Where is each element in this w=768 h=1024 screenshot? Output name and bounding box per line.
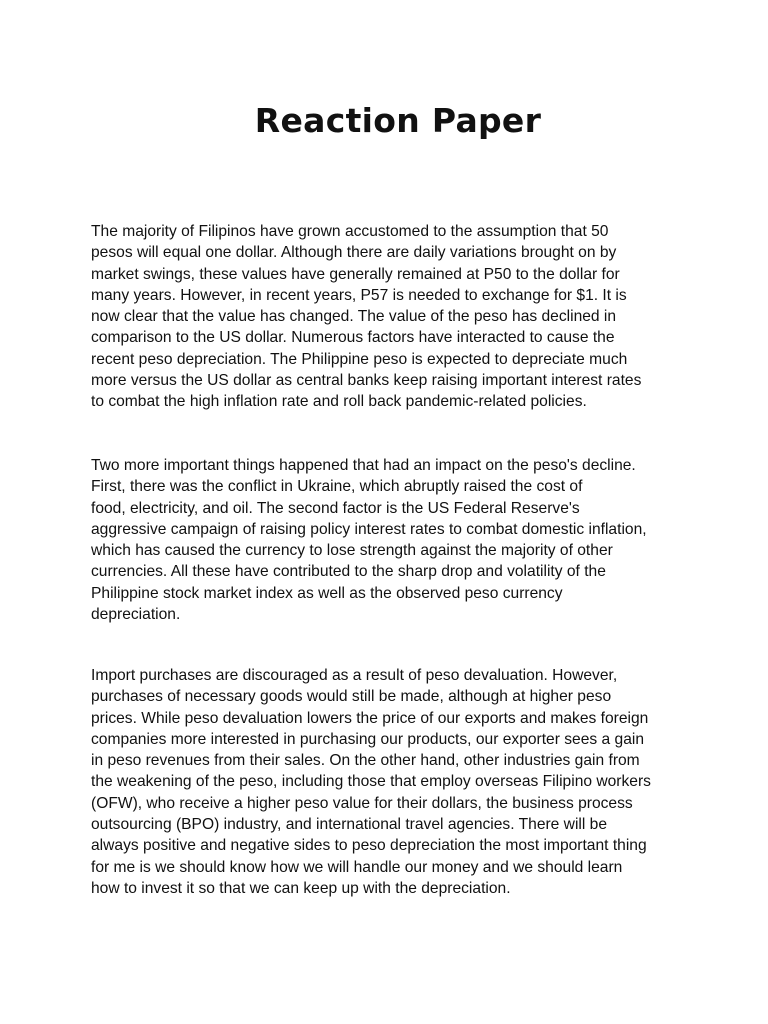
paragraph-3: Import purchases are discouraged as a result of peso devaluation. However, purchases of necessary goods would still be made, although at higher peso prices. While peso devaluation lowers the price of our exports and makes foreign companies more interested in purchasing our products, our exporter sees a gain in peso revenues from their sales. On the other hand, other industries gain from the weakening of the peso, including those that employ overseas Filipino workers (OFW), who receive a higher peso value for their dollars, the business process outsourcing (BPO) industry, and international travel agencies. There will be always positive and negative sides to peso depreciation the most important thing for me is we should know how we will handle our money and we should learn how to invest it so that we can keep up with the depreciation.: [91, 667, 651, 897]
paragraph-1: The majority of Filipinos have grown accustomed to the assumption that 50 pesos will equal one dollar. Although there are daily variations brought on by market swings, these values have generally remained at P50 to the dollar for many years. However, in recent years, P57 is needed to exchange for $1. It is now clear that the value has changed. The value of the peso has declined in comparison to the US dollar. Numerous factors have interacted to cause the recent peso depreciation. The Philippine peso is expected to depreciate much more versus the US dollar as central banks keep raising important interest rates to combat the high inflation rate and roll back pandemic-related policies.: [91, 223, 642, 411]
paragraph-2: Two more important things happened that had an impact on the peso's decline. First, there was the conflict in Ukraine, which abruptly raised the cost of food, electricity, and oil. The second factor is the US Federal Reserve's aggressive campaign of raising policy interest rates to combat domestic inflation, which has caused the currency to lose strength against the majority of other currencies. All these have contributed to the sharp drop and volatility of the Philippine stock market index as well as the observed peso currency depreciation.: [91, 457, 647, 624]
document-title: Reaction Paper: [254, 101, 542, 140]
